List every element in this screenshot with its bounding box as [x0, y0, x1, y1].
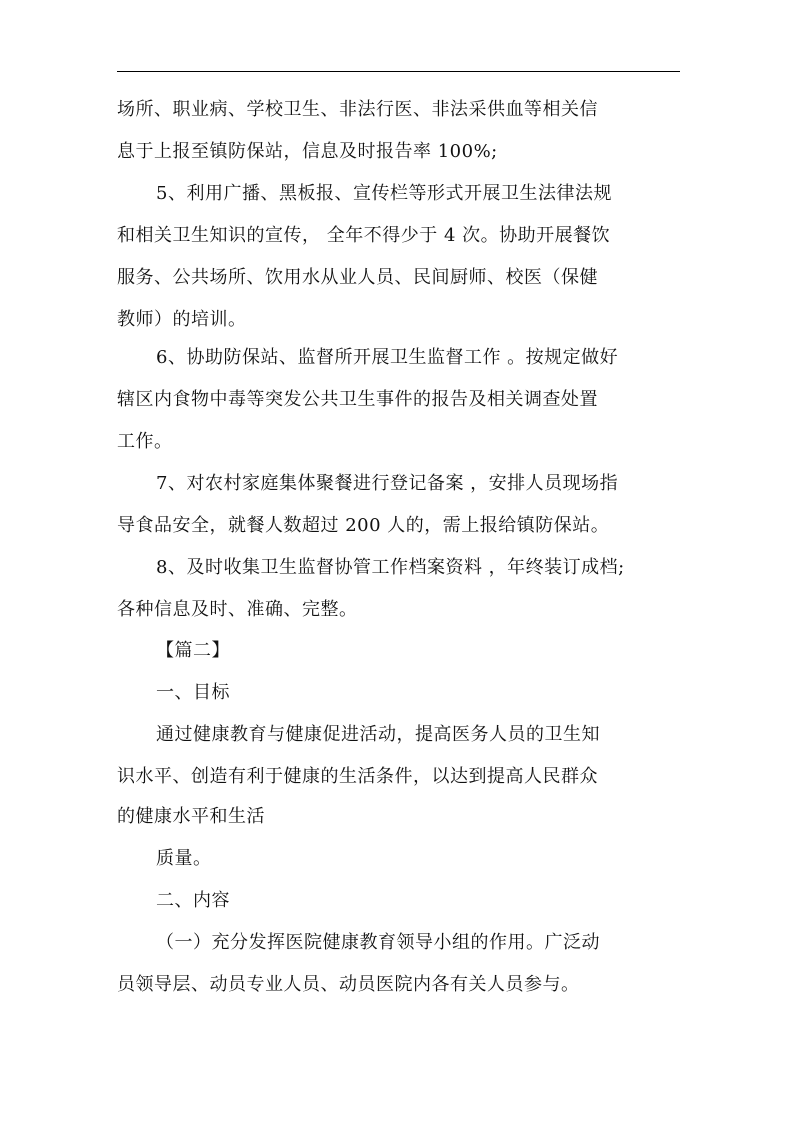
text-line: 5、利用广播、黑板报、宣传栏等形式开展卫生法律法规	[156, 183, 612, 204]
subsection-heading: 一、目标	[156, 682, 230, 703]
text-line: 通过健康教育与健康促进活动，提高医务人员的卫生知	[156, 724, 600, 745]
text-line: 质量。	[156, 848, 212, 869]
section-heading: 【篇二】	[156, 640, 230, 661]
header-rule	[117, 71, 680, 72]
text-line: 场所、职业病、学校卫生、非法行医、非法采供血等相关信	[117, 99, 598, 120]
text-line: 导食品安全，就餐人数超过 200 人的，需上报给镇防保站。	[117, 515, 610, 536]
text-line: 服务、公共场所、饮用水从业人员、民间厨师、校医（保健	[117, 267, 598, 288]
subsection-heading: 二、内容	[156, 890, 230, 911]
text-line: 8、及时收集卫生监督协管工作档案资料 ，年终装订成档;	[156, 557, 625, 578]
text-line: （一）充分发挥医院健康教育领导小组的作用。广泛动	[156, 932, 600, 953]
text-line: 6、协助防保站、监督所开展卫生监督工作 。按规定做好	[156, 347, 619, 368]
text-line: 7、对农村家庭集体聚餐进行登记备案 ，安排人员现场指	[156, 473, 619, 494]
text-line: 辖区内食物中毒等突发公共卫生事件的报告及相关调查处置	[117, 389, 598, 410]
text-line: 各种信息及时、准确、完整。	[117, 599, 358, 620]
text-line: 和相关卫生知识的宣传， 全年不得少于 4 次。协助开展餐饮	[117, 225, 611, 246]
text-line: 识水平、创造有利于健康的生活条件，以达到提高人民群众	[117, 766, 598, 787]
text-line: 工作。	[117, 431, 173, 452]
text-line: 教师）的培训。	[117, 309, 247, 330]
text-line: 的健康水平和生活	[117, 806, 265, 827]
text-line: 息于上报至镇防保站，信息及时报告率 100%;	[117, 141, 498, 162]
text-line: 员领导层、动员专业人员、动员医院内各有关人员参与。	[117, 974, 580, 995]
